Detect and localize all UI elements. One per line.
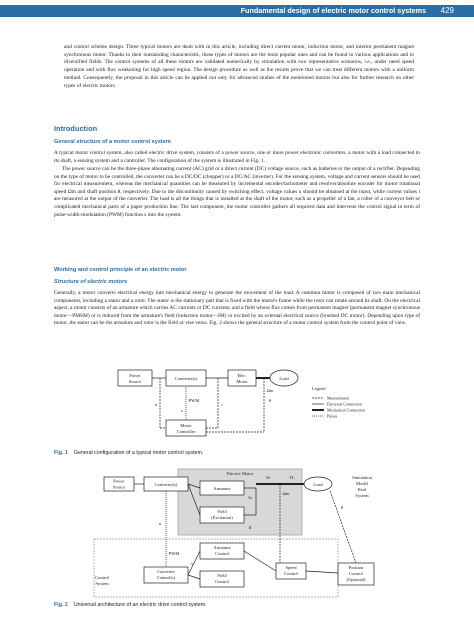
running-title: Fundamental design of electric motor control systems [240, 6, 426, 15]
paragraph-2: The power source can be the three-phase alternating current (AC) grid or a direct current (DC) voltage source, such as batteries or the output of a rectifier. Depending on the type of motor to be controlled, the converter can be a DC/DC (chopper) or a DC/AC (inverter). For the sensing system, voltage and current sensors should be used for electrical measurement, whereas the mechanical quantities can be measured by incremental encoder/tachometer and resolver/absolute encoder for motor rotational speed Ωm and shaft position θ, respectively. Due to the discontinuity caused by switching effect, voltage values u should be obtained at the input, while current values i are measured at the output of the converter. The load is all the things that is installed at the shaft of the motor, such as a propeller of a fan, a roller of a conveyor belt or complicated mechanical parts of a paper production line. The last component, the motor controller gathers all required data and intervene the control signal in term of pulse-width-modulation (PWM) function s into the system. [54, 166, 420, 218]
fig2-electric-motor-label: Electric Motor [226, 471, 254, 476]
abstract [64, 44, 414, 90]
fig2-speed-control-line2: Control [284, 571, 298, 576]
page-header [0, 0, 474, 22]
fig2-symbol-te: Te [265, 475, 271, 480]
fig1-legend [312, 386, 365, 419]
fig2-speed-control-line1: Speed [285, 565, 297, 570]
fig1-converter-label: Converter(s) [174, 376, 198, 381]
fig2-armature-control-line1: Armature [213, 545, 231, 550]
figure-1-label: Fig. 1 [54, 450, 68, 456]
figure-1-caption-text: General configuration of a typical motor control system. [73, 450, 204, 456]
fig1-controller-line1: Motor [180, 423, 192, 428]
figure-1-diagram [100, 362, 380, 442]
fig2-converter-control-line2: Control(s) [156, 575, 176, 580]
fig2-converter-control-line1: Converter [157, 569, 175, 574]
fig2-power-source-line1: Power [113, 478, 125, 484]
subsection-heading-general-structure: General structure of a motor control system [54, 139, 171, 145]
fig2-field-line1: Field [217, 509, 227, 514]
fig2-field-line2: (Excitation) [211, 515, 233, 520]
fig1-legend-item-measurement: Measurement [327, 395, 349, 401]
fig2-simulation-line3: Real [357, 487, 367, 492]
page-number: 429 [440, 6, 454, 15]
fig2-position-control-line3: (Optional) [346, 577, 366, 582]
figure-1-caption [54, 450, 203, 456]
fig2-symbol-theta: θ [340, 505, 344, 510]
subsubsection-heading-structure: Structure of electric motors [54, 279, 128, 285]
fig1-power-source-line2: Source [128, 379, 142, 384]
section-heading-introduction: Introduction [54, 124, 98, 133]
paragraph-3: Generally, a motor converts electrical energy into mechanical energy to generate the movement of the load. A common motor is composed of two main mechanical components, including a stator and a rotor. The stator is the stationary part that is fixed with the motor's frame while the rotor can rotate around its shaft. On the electrical aspect, a motor consists of an armature which carries AC currents or DC currents; and a field whose flux comes from permanent magnet (permanent magnet synchronous motor—PMSM) or is induced from the armature's field (induction motor—IM) or excited by an external electrical source (brushed DC motor). Depending upon type of motor, the stator can be the armature and rotor is the field or vise versa. Fig. 2 shows the general structure of a motor control system from the control point of view. [54, 290, 420, 327]
fig2-simulation-line2: Model [356, 481, 368, 486]
fig1-controller-line2: Controller [176, 429, 196, 434]
figure-2-diagram [80, 467, 400, 600]
fig1-legend-item-electrical: Electrical Connection [327, 401, 362, 407]
fig2-symbol-if: If [248, 525, 252, 530]
figure-2-caption-text: Universal architecture of an electric drive control system. [73, 602, 207, 608]
fig2-pwm-label: PWM [168, 551, 180, 556]
fig1-legend-item-mechanical: Mechanical Connection [327, 407, 366, 413]
fig1-symbol-s: s [181, 408, 183, 413]
fig2-symbol-tl: TL [289, 475, 295, 480]
fig1-motor-line1: Elec. [237, 373, 247, 378]
fig2-field-control-line1: Field [217, 573, 227, 578]
figure-2-caption [54, 602, 207, 608]
fig2-field-control-line2: Control [215, 579, 229, 584]
fig1-symbol-theta: θ [268, 398, 272, 403]
fig2-control-system-line2: System [95, 581, 109, 586]
fig2-armature-label: Armature [213, 486, 231, 491]
fig2-power-source-line2: Source [112, 484, 126, 490]
fig1-symbol-i: i [221, 402, 223, 407]
fig2-electric-motor-region [178, 469, 302, 535]
fig2-simulation-line1: Simulation [352, 475, 372, 480]
fig1-legend-item-pulses: Pulses [327, 413, 338, 419]
fig1-load-label: Load [279, 376, 289, 381]
fig2-simulation-line4: System [355, 493, 369, 498]
subsection-heading-working-principle: Working and control principle of an electric motor [54, 267, 187, 273]
fig2-control-system-line1: Control [95, 575, 109, 580]
fig2-symbol-omega: Ωm [282, 491, 290, 496]
fig2-symbol-s: s [191, 561, 193, 566]
fig1-legend-title: Legend [312, 386, 326, 391]
fig2-position-control-line1: Position [348, 565, 364, 570]
fig1-symbol-u: u [154, 402, 158, 407]
abstract-text: and control scheme design. Three typical motors are dealt with in this article, including direct current motor, induction motor, and interior permanent magnet synchronous motor. Thanks to their outstanding characteristic, these types of motors are the most popular ones and can be found in various applications and in diversified fields. The control systems of all these motors are validated numerically by simulation with two representative scenarios, i.e., under rated speed operation and with flux weakening for high speed region. The design procedure as well as the results prove that we can treat different motors with a uniform method. Consequently, the proposal in this article can be applied not only for advanced studies of the mentioned motors but also for further research on other types of electric motors. [64, 44, 414, 89]
fig1-symbol-omega: Ωm [266, 388, 274, 393]
fig2-load-label: Load [313, 482, 323, 487]
fig2-converter-label: Converter(s) [154, 482, 178, 487]
fig2-armature-control-line2: Control [215, 551, 229, 556]
figure-2-label: Fig. 2 [54, 602, 68, 608]
paragraph-1: A typical motor control system, also called electric drive system, consists of a power source, one or more power electronic converters, a motor with a load connected to its shaft, a sensing system and a controller. The configuration of the system is illustrated in Fig. 1. [54, 150, 420, 164]
fig1-pwm-label: PWM [188, 398, 200, 403]
fig2-position-control-line2: Control [349, 571, 363, 576]
fig1-motor-line2: Motor [236, 379, 248, 384]
fig1-power-source-line1: Power [129, 373, 141, 378]
fig2-symbol-ia: Ia [248, 495, 252, 500]
fig2-symbol-u: u [158, 521, 162, 526]
